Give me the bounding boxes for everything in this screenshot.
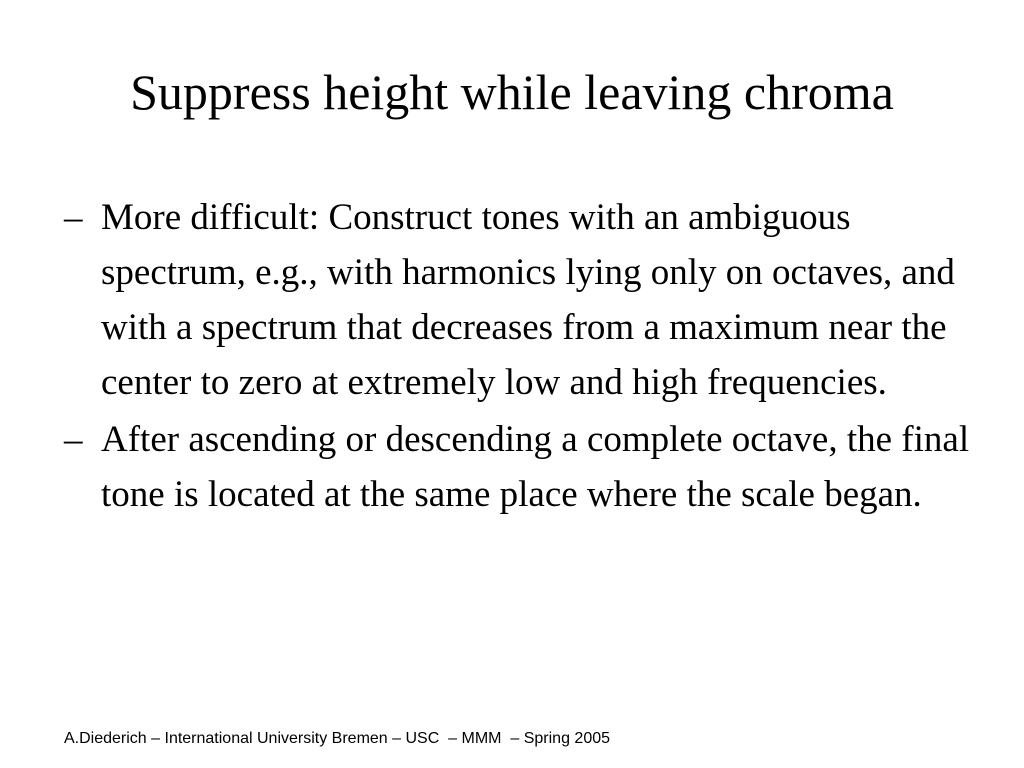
bullet-list xyxy=(64,190,984,524)
bullet-text: After ascending or descending a complete octave, the final tone is located at the same place where the scale began. xyxy=(101,419,970,515)
slide-title: Suppress height while leaving chroma xyxy=(130,64,894,120)
bullet-item xyxy=(64,190,984,410)
bullet-text: More difficult: Construct tones with an ambiguous spectrum, e.g., with harmonics lying only on octaves, and with a spectrum that decreases from a maximum near the center to zero at extremely low and high frequencies. xyxy=(101,197,955,403)
bullet-dash: – xyxy=(64,197,83,238)
bullet-dash: – xyxy=(64,419,83,460)
slide-footer: A.Diederich – International University Bremen – USC – MMM – Spring 2005 xyxy=(64,730,611,747)
bullet-item xyxy=(64,412,984,522)
